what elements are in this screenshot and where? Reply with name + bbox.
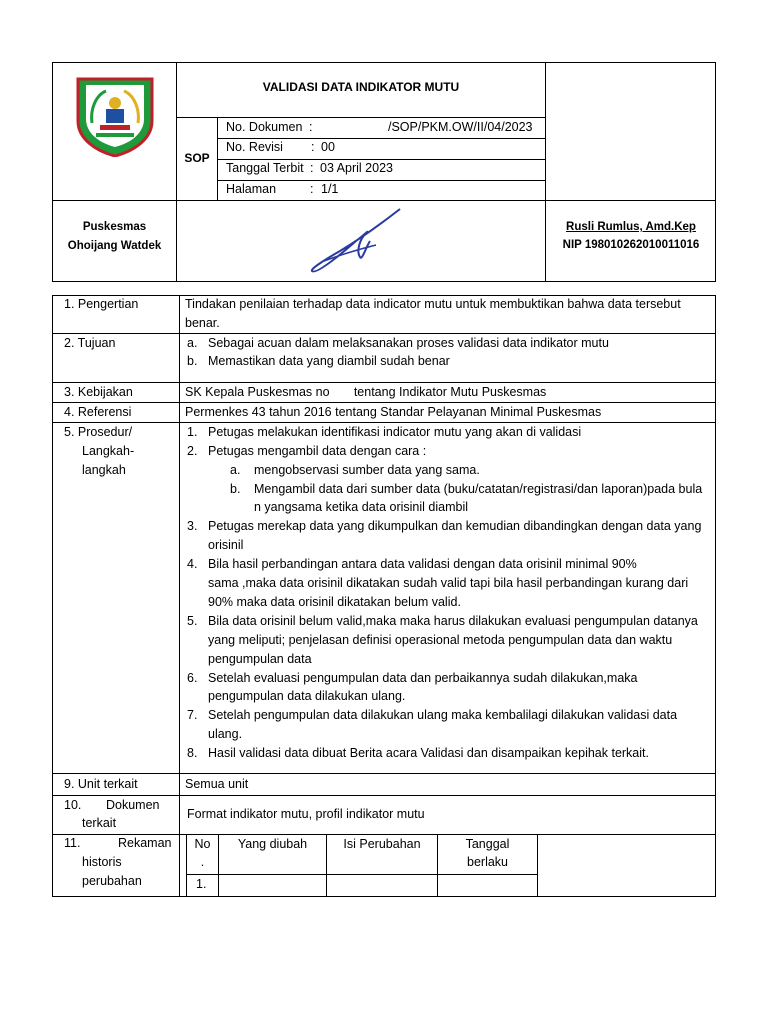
tujuan-a-marker: a. [187, 336, 198, 350]
revisi-label: No. Revisi [226, 140, 283, 154]
step-2b-marker: b. [230, 482, 241, 496]
rekaman-label-word: Rekaman [118, 836, 172, 850]
rekaman-label-num: 11. [64, 836, 81, 850]
step-7-number: 7. [187, 708, 198, 722]
puskesmas-logo [76, 77, 154, 157]
step-5-text-2: yang meliputi; penjelasan definisi operasional metoda pengumpulan data dan waktu [208, 633, 673, 647]
step-6-text-2: pengumpulan data dilakukan ulang. [208, 689, 406, 703]
step-4-text-3: 90% maka data orisinil dikatakan belum valid. [208, 595, 461, 609]
step-7-text-1: Setelah pengumpulan data dilakukan ulang maka kembalilagi dilakukan validasi data [208, 708, 678, 722]
step-4-text-2: sama ,maka data orisinil dikatakan sudah valid tapi bila hasil perbandingan kurang dari [208, 576, 689, 590]
org-name-line1: Puskesmas [82, 221, 147, 233]
step-7-text-2: ulang. [208, 727, 243, 741]
hist-row-line [186, 874, 538, 875]
revisi-sep: : [311, 140, 315, 154]
tujuan-a-text: Sebagai acuan dalam melaksanakan proses validasi data indikator mutu [208, 336, 609, 350]
step-2a-text: mengobservasi sumber data yang sama. [254, 463, 480, 477]
step-8-number: 8. [187, 746, 198, 760]
revisi-value: 00 [321, 140, 335, 154]
org-name-line2: Ohoijang Watdek [67, 240, 162, 252]
step-2-number: 2. [187, 444, 198, 458]
table-border-right [715, 295, 716, 897]
signer-name: Rusli Rumlus, Amd.Kep [566, 221, 696, 233]
terbit-label: Tanggal Terbit [226, 161, 304, 175]
hist-col-4 [537, 834, 538, 897]
pengertian-text-2: benar. [185, 316, 220, 330]
step-4-number: 4. [187, 557, 198, 571]
tujuan-label: 2. Tujuan [64, 336, 116, 350]
hist-header-diubah: Yang diubah [237, 837, 308, 851]
doc-no-value: /SOP/PKM.OW/II/04/2023 [388, 120, 533, 134]
step-5-text-3: pengumpulan data [208, 652, 312, 666]
unit-text: Semua unit [185, 777, 249, 791]
step-3-text-1: Petugas merekap data yang dikumpulkan dan kemudian dibandingkan dengan data yang [208, 519, 702, 533]
hist-header-tanggal: Tanggal [465, 837, 510, 851]
step-1-number: 1. [187, 425, 198, 439]
sop-label: SOP [184, 151, 210, 165]
signature-image [300, 205, 410, 277]
terbit-value: 03 April 2023 [320, 161, 393, 175]
prosedur-label-3: langkah [82, 463, 126, 477]
prosedur-label-2: Langkah- [82, 444, 135, 458]
prosedur-label-1: 5. Prosedur/ [64, 425, 133, 439]
pengertian-label: 1. Pengertian [64, 297, 139, 311]
hist-row-number: 1. [196, 877, 207, 891]
header-row-line-1 [52, 200, 716, 201]
step-1-text: Petugas melakukan identifikasi indicator mutu yang akan di validasi [208, 425, 582, 439]
hist-header-berlaku: berlaku [467, 855, 508, 869]
doc-no-label: No. Dokumen [226, 120, 303, 134]
step-2-text: Petugas mengambil data dengan cara : [208, 444, 427, 458]
table-border-left [52, 295, 53, 897]
step-2a-marker: a. [230, 463, 241, 477]
step-6-text-1: Setelah evaluasi pengumpulan data dan perbaikannya sudah dilakukan,maka [208, 671, 638, 685]
hist-header-no-dot: . [200, 855, 205, 869]
terbit-sep: : [310, 161, 314, 175]
dokumen-text: Format indikator mutu, profil indikator mutu [187, 807, 425, 821]
row-line-5 [52, 773, 716, 774]
pengertian-text-1: Tindakan penilaian terhadap data indicator mutu untuk membuktikan bahwa data tersebut [185, 297, 681, 311]
kebijakan-text: SK Kepala Puskesmas no tentang Indikator Mutu Puskesmas [185, 385, 547, 399]
signer-nip: NIP 198010262010011016 [562, 239, 700, 251]
unit-label: 9. Unit terkait [64, 777, 138, 791]
dokumen-label-word: Dokumen [106, 798, 160, 812]
halaman-value: 1/1 [321, 182, 339, 196]
kebijakan-label: 3. Kebijakan [64, 385, 133, 399]
step-4-text-1: Bila hasil perbandingan antara data validasi dengan data orisinil minimal 90% [208, 557, 637, 571]
document-title: VALIDASI DATA INDIKATOR MUTU [262, 80, 460, 94]
tujuan-b-text: Memastikan data yang diambil sudah benar [208, 354, 450, 368]
table-col-line [179, 295, 180, 897]
step-8-text: Hasil validasi data dibuat Berita acara Validasi dan disampaikan kepihak terkait. [208, 746, 649, 760]
hist-header-no: No [194, 837, 211, 851]
referensi-text: Permenkes 43 tahun 2016 tentang Standar Pelayanan Minimal Puskesmas [185, 405, 602, 419]
dokumen-label-terkait: terkait [82, 816, 117, 830]
step-2b-text-2: n yangsama ketika data orisinil diambil [254, 500, 468, 514]
referensi-label: 4. Referensi [64, 405, 132, 419]
dokumen-label-num: 10. [64, 798, 82, 812]
step-5-text-1: Bila data orisinil belum valid,maka maka harus dilakukan evaluasi pengumpulan datanya [208, 614, 698, 628]
table-border-bottom [52, 896, 716, 897]
doc-no-sep: : [309, 120, 313, 134]
step-2b-text-1: Mengambil data dari sumber data (buku/catatan/registrasi/dan laporan)pada bula [254, 482, 703, 496]
rekaman-label-perubahan: perubahan [82, 874, 142, 888]
rekaman-label-historis: historis [82, 855, 122, 869]
tujuan-b-marker: b. [187, 354, 198, 368]
step-3-text-2: orisinil [208, 538, 244, 552]
header-border-bottom [52, 281, 716, 282]
header-border-top [52, 62, 716, 63]
halaman-label: Halaman [226, 182, 277, 196]
step-3-number: 3. [187, 519, 198, 533]
halaman-sep: : [310, 182, 314, 196]
hist-header-isi: Isi Perubahan [343, 837, 421, 851]
step-6-number: 6. [187, 671, 198, 685]
step-5-number: 5. [187, 614, 198, 628]
